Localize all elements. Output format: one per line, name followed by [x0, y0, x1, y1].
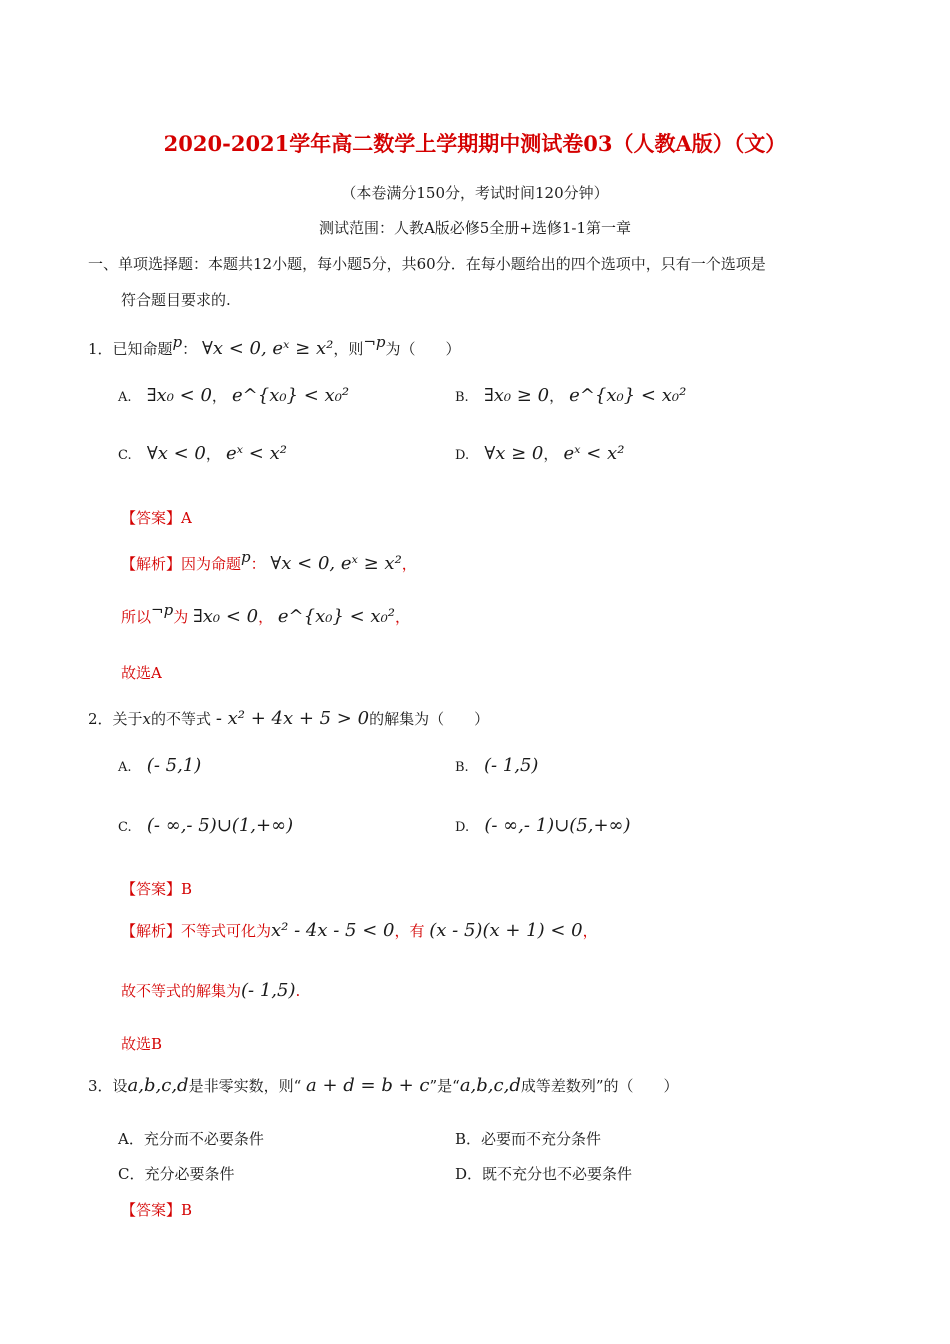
- q2-answer: 【答案】B: [121, 880, 193, 898]
- exam-scope: 测试范围：人教A版必修5全册+选修1-1第一章: [318, 219, 632, 237]
- q3-stem: 3．设a,b,c,d是非零实数，则“ a + d = b + c”是“a,b,c,d成等差数列”的（ ）: [88, 1075, 679, 1096]
- q1-explanation: 【解析】因为命题p： ∀x < 0, eˣ ≥ x²，: [121, 548, 417, 574]
- section-heading-cont: 符合题目要求的.: [121, 291, 231, 309]
- q3-option-c[interactable]: C．充分必要条件: [118, 1165, 235, 1183]
- q2-option-a[interactable]: A. (- 5,1): [118, 755, 202, 776]
- q1-option-b[interactable]: B. ∃x₀ ≥ 0， e^{x₀} < x₀²: [455, 385, 687, 406]
- q3-answer: 【答案】B: [121, 1201, 193, 1219]
- q1-stem: 1．已知命题p： ∀x < 0, eˣ ≥ x²，则¬p为（ ）: [88, 333, 461, 359]
- q1-explanation-cont: 所以¬p为 ∃x₀ < 0， e^{x₀} < x₀²，: [121, 601, 411, 627]
- q3-option-d[interactable]: D．既不充分也不必要条件: [455, 1165, 633, 1183]
- q1-option-a[interactable]: A. ∃x₀ < 0， e^{x₀} < x₀²: [118, 385, 350, 406]
- q2-explanation: 【解析】不等式可化为x² - 4x - 5 < 0，有 (x - 5)(x + 1) < 0，: [121, 920, 598, 941]
- q2-option-d[interactable]: D. (- ∞,- 1)∪(5,+∞): [455, 815, 631, 836]
- q1-conclusion: 故选A: [121, 664, 162, 682]
- q2-conclusion: 故选B: [121, 1035, 163, 1053]
- q2-option-b[interactable]: B. (- 1,5): [455, 755, 539, 776]
- page-title: 2020-2021学年高二数学上学期期中测试卷03（人教A版）（文）: [163, 131, 787, 156]
- section-heading: 一、单项选择题：本题共12小题，每小题5分，共60分．在每小题给出的四个选项中，只有一个选项是: [88, 255, 766, 273]
- q3-option-a[interactable]: A．充分而不必要条件: [118, 1130, 264, 1148]
- q2-explanation-cont: 故不等式的解集为(- 1,5).: [121, 980, 301, 1001]
- exam-info: （本卷满分150分，考试时间120分钟）: [341, 184, 609, 202]
- q1-answer: 【答案】A: [121, 509, 192, 527]
- q3-option-b[interactable]: B．必要而不充分条件: [455, 1130, 602, 1148]
- q2-option-c[interactable]: C. (- ∞,- 5)∪(1,+∞): [118, 815, 294, 836]
- q2-stem: 2．关于x的不等式 - x² + 4x + 5 > 0的解集为（ ）: [88, 708, 490, 729]
- q1-option-d[interactable]: D. ∀x ≥ 0， eˣ < x²: [455, 443, 625, 464]
- q1-option-c[interactable]: C. ∀x < 0， eˣ < x²: [118, 443, 287, 464]
